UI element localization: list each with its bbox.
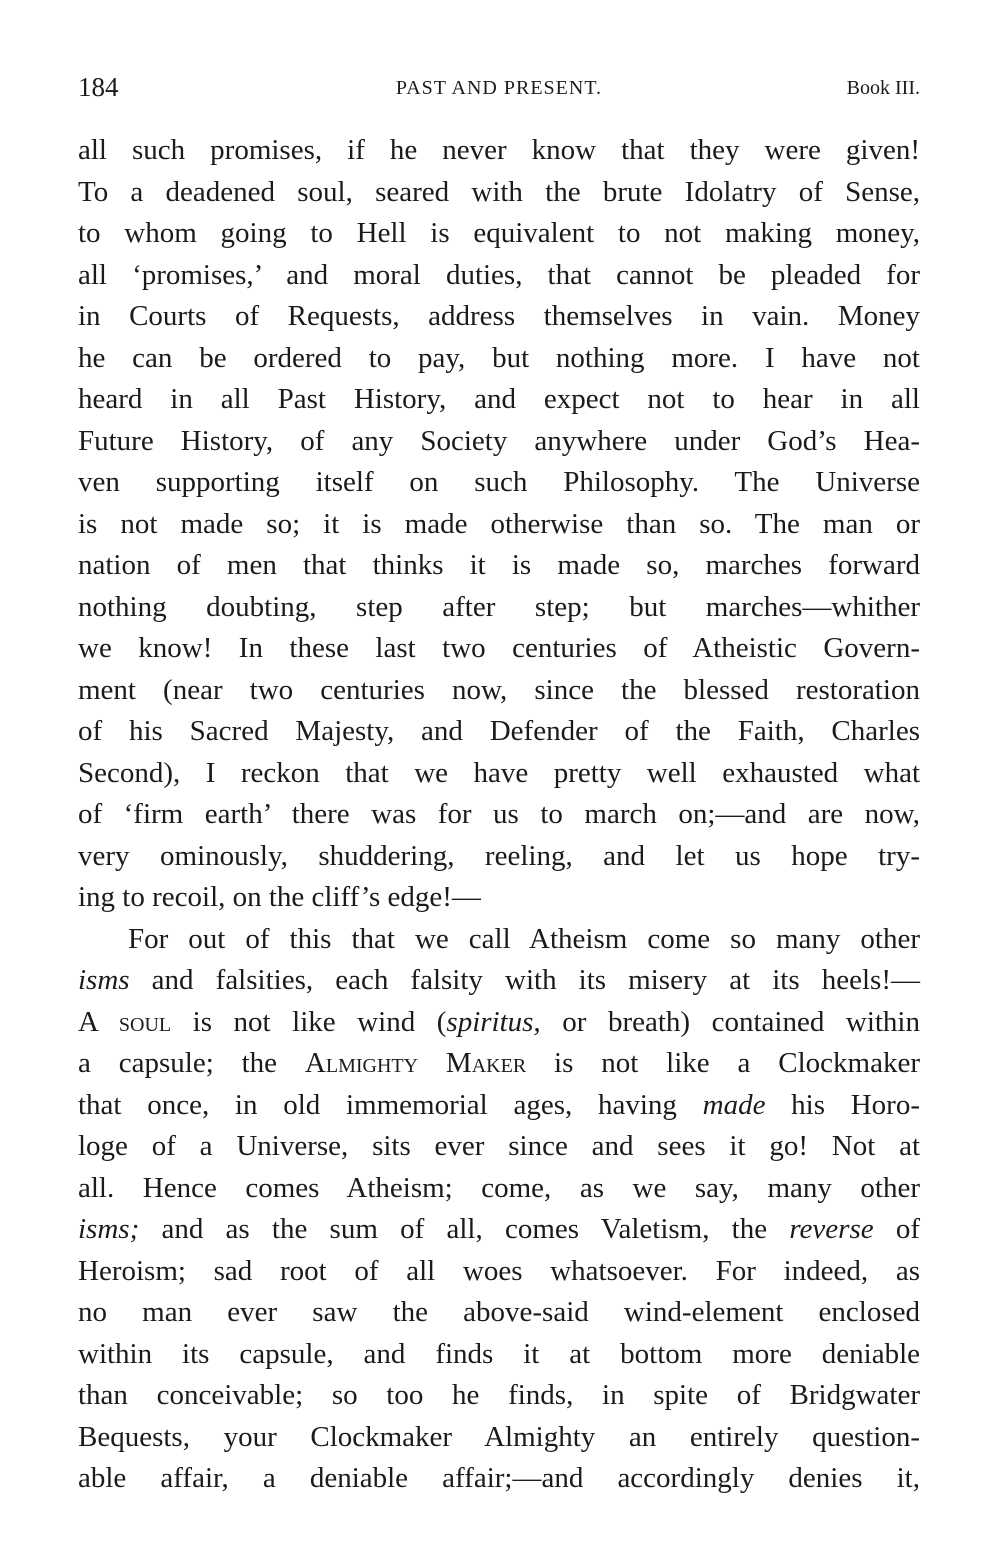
italic-word: made xyxy=(702,1088,766,1121)
text-line: nation of men that thinks it is made so, marches forward xyxy=(78,549,920,581)
text-line: within its capsule, and finds it at bottom more deniable xyxy=(78,1337,920,1370)
text-line: all. Hence comes Atheism; come, as we say, many other xyxy=(78,1171,920,1204)
italic-word: spiritus, xyxy=(446,1005,541,1038)
body-text xyxy=(78,130,920,1500)
text-line xyxy=(78,960,920,1002)
line-text: and falsities, each falsity with its misery at its heels!— xyxy=(129,964,920,996)
text-line: ven supporting itself on such Philosophy. The Universe xyxy=(78,466,920,498)
italic-word: isms; xyxy=(78,1213,140,1245)
text-line: to whom going to Hell is equivalent to not making money, xyxy=(78,217,920,249)
text-line: all ‘promises,’ and moral duties, that cannot be pleaded for xyxy=(78,258,920,291)
line-text: his Horo- xyxy=(765,1088,921,1121)
line-text: and as the sum of all, comes Valetism, the xyxy=(139,1213,790,1245)
text-line: Heroism; sad root of all woes whatsoever. For indeed, as xyxy=(78,1254,920,1287)
text-line: of his Sacred Majesty, and Defender of the Faith, Charles xyxy=(78,715,920,747)
text-line xyxy=(78,1002,920,1044)
paragraph-1 xyxy=(78,130,920,919)
book-label: Book III. xyxy=(846,77,920,99)
line-text: is not like a Clockmaker xyxy=(526,1047,920,1079)
text-line: heard in all Past History, and expect not to hear in all xyxy=(78,383,920,415)
text-line: ment (near two centuries now, since the blessed restoration xyxy=(78,673,920,706)
text-line: is not made so; it is made otherwise than so. The man or xyxy=(78,507,920,540)
line-text: or breath) contained within xyxy=(540,1005,920,1038)
text-line xyxy=(78,1209,920,1251)
line-text: that once, in old immemorial ages, having xyxy=(78,1088,703,1121)
line-text: a capsule; the xyxy=(78,1047,305,1079)
text-line: To a deadened soul, seared with the brute Idolatry of Sense, xyxy=(78,175,920,208)
italic-word: reverse xyxy=(789,1213,874,1245)
text-line xyxy=(78,1085,920,1127)
running-title: PAST AND PRESENT. xyxy=(395,77,603,99)
text-line: he can be ordered to pay, but nothing more. I have not xyxy=(78,341,920,374)
italic-word: isms xyxy=(78,964,130,996)
paragraph-2 xyxy=(78,919,920,1500)
smallcaps-phrase: Almighty Maker xyxy=(304,1047,527,1079)
running-header xyxy=(78,72,920,106)
text-line: all such promises, if he never know that they were given! xyxy=(78,134,920,166)
text-line: of ‘firm earth’ there was for us to march on;—and are now, xyxy=(78,798,920,830)
text-line: we know! In these last two centuries of Atheistic Govern- xyxy=(78,632,920,664)
text-line: able affair, a deniable affair;—and accordingly denies it, xyxy=(78,1462,920,1494)
text-line: no man ever saw the above-said wind-element enclosed xyxy=(78,1296,920,1328)
text-line: than conceivable; so too he finds, in spite of Bridgwater xyxy=(78,1379,920,1411)
text-line: Future History, of any Society anywhere under God’s Hea- xyxy=(78,424,920,457)
text-line: ing to recoil, on the cliff’s edge!— xyxy=(78,881,481,913)
text-line: nothing doubting, step after step; but marches—whither xyxy=(78,590,920,623)
text-line: For out of this that we call Atheism come so many other xyxy=(128,922,920,955)
line-text: of xyxy=(873,1213,920,1245)
text-line: very ominously, shuddering, reeling, and let us hope try- xyxy=(78,839,920,872)
line-text: is not like wind ( xyxy=(171,1005,447,1038)
text-line: loge of a Universe, sits ever since and sees it go! Not at xyxy=(78,1130,920,1162)
text-line xyxy=(78,1043,920,1085)
text-line: Second), I reckon that we have pretty well exhausted what xyxy=(78,756,920,789)
smallcaps-phrase: A soul xyxy=(78,1005,172,1038)
text-line: in Courts of Requests, address themselves in vain. Money xyxy=(78,300,920,332)
text-line: Bequests, your Clockmaker Almighty an entirely question- xyxy=(78,1420,920,1453)
page-number: 184 xyxy=(78,72,119,102)
